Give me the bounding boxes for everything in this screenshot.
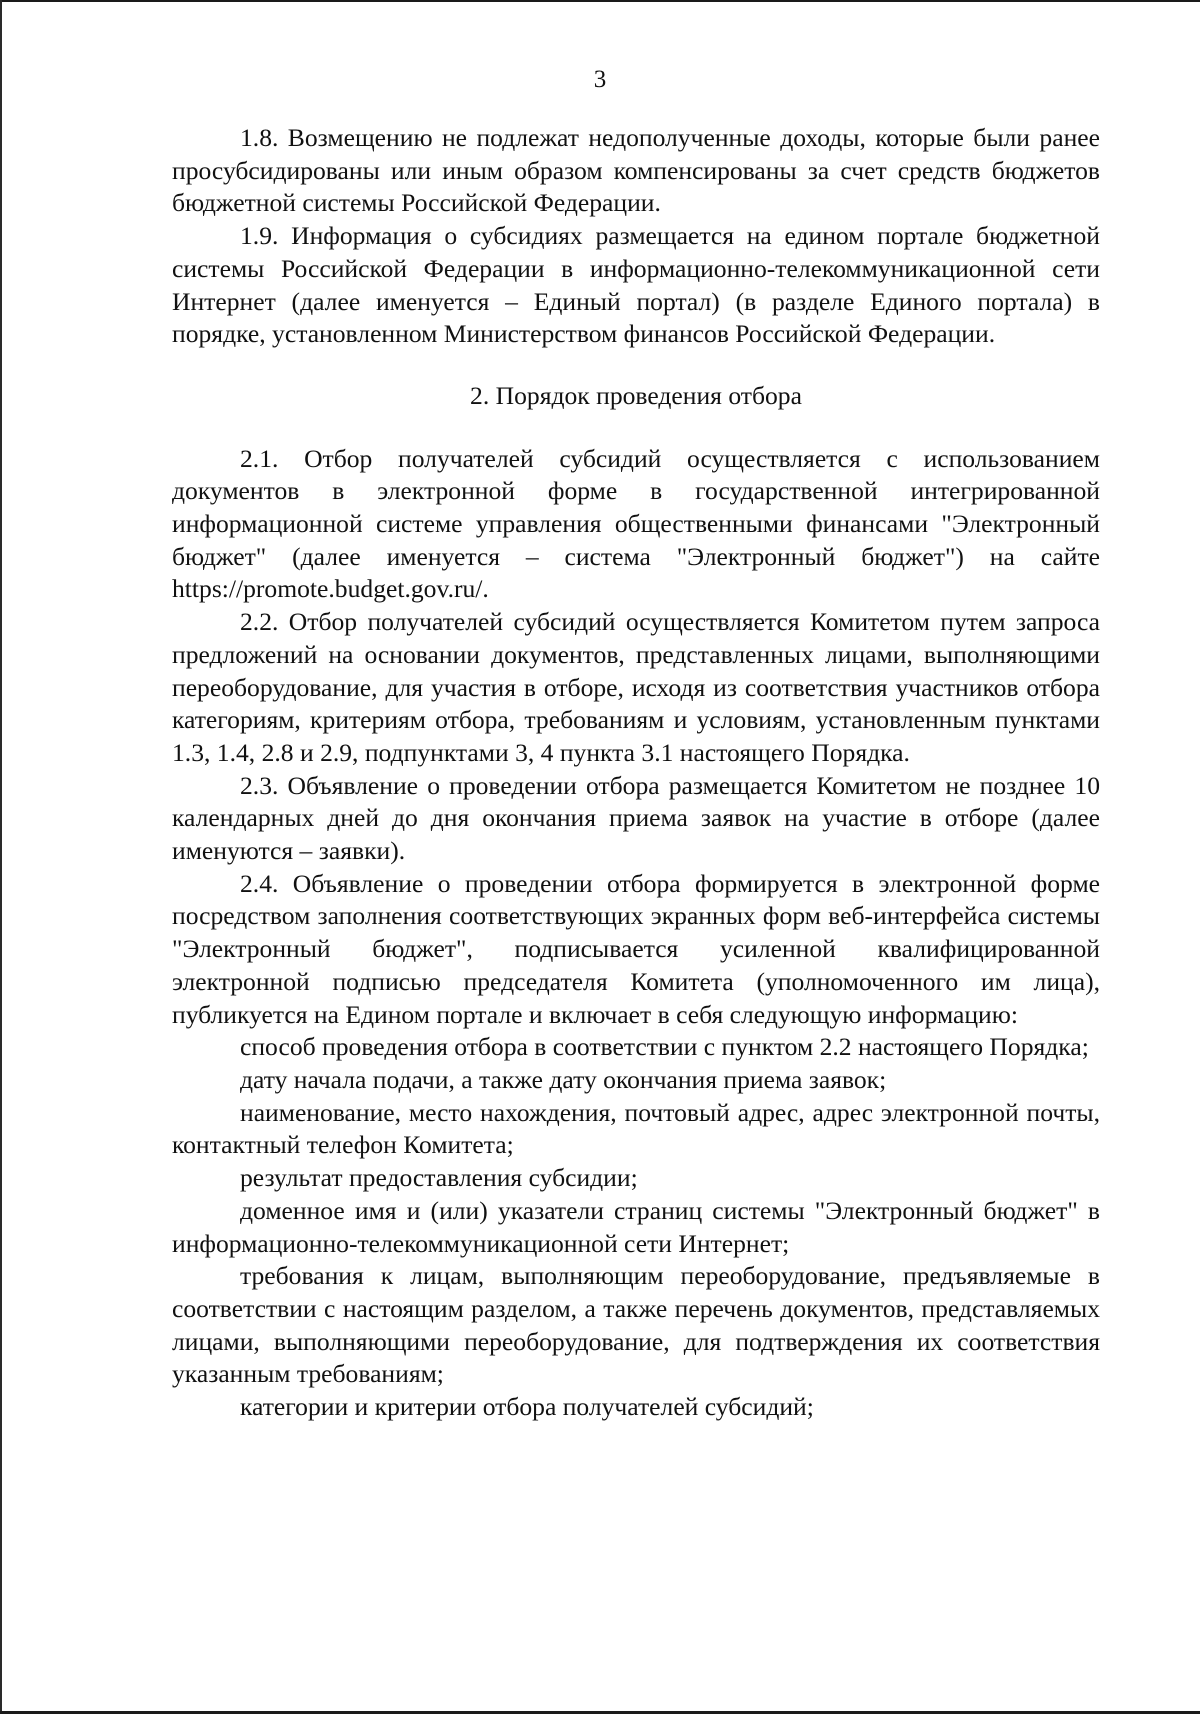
document-body bbox=[172, 122, 1100, 1424]
page-number: 3 bbox=[593, 66, 607, 93]
list-item: категории и критерии отбора получателей субсидий; bbox=[240, 1392, 814, 1422]
paragraph-1-8: 1.8. Возмещению не подлежат недополученные доходы, которые были ранее просубсидированы или иным образом компенсированы за счет средств бюджетов бюджетной системы Российской Федерации. bbox=[172, 123, 1100, 218]
paragraph-2-1: 2.1. Отбор получателей субсидий осуществляется с использованием документов в электронной форме в государственной интегрированной информационной системе управления общественными финансами "Электронный бюджет" (далее именуется – система "Электронный бюджет") на сайте https://promote.budget.gov.ru/. bbox=[172, 443, 1100, 604]
list-item: требования к лицам, выполняющим переоборудование, предъявляемые в соответствии с настоящим разделом, а также перечень документов, представляемых лицами, выполняющими переоборудование, для подтверждения их соответствия указанным требованиям; bbox=[172, 1261, 1100, 1389]
list-item: способ проведения отбора в соответствии с пунктом 2.2 настоящего Порядка; bbox=[240, 1032, 1089, 1062]
list-item: результат предоставления субсидии; bbox=[240, 1163, 638, 1193]
paragraph-2-3: 2.3. Объявление о проведении отбора размещается Комитетом не позднее 10 календарных дней до дня окончания приема заявок на участие в отборе (далее именуются – заявки). bbox=[172, 770, 1100, 866]
paragraph-2-2: 2.2. Отбор получателей субсидий осуществляется Комитетом путем запроса предложений на основании документов, представленных лицами, выполняющими переоборудование, для участия в отборе, исходя из соответствия участников отбора категориям, критериям отбора, требованиям и условиям, установленным пунктами 1.3, 1.4, 2.8 и 2.9, подпунктами 3, 4 пункта 3.1 настоящего Порядка. bbox=[172, 607, 1100, 767]
list-item: наименование, место нахождения, почтовый адрес, адрес электронной почты, контактный телефон Комитета; bbox=[172, 1097, 1100, 1160]
section-heading: 2. Порядок проведения отбора bbox=[470, 380, 802, 410]
paragraph-1-9: 1.9. Информация о субсидиях размещается на едином портале бюджетной системы Российской Федерации в информационно-телекоммуникационной сети Интернет (далее именуется – Единый портал) (в разделе Единого портала) в порядке, установленном Министерством финансов Российской Федерации. bbox=[172, 221, 1100, 349]
list-item: доменное имя и (или) указатели страниц системы "Электронный бюджет" в информационно-телекоммуникационной сети Интернет; bbox=[172, 1195, 1100, 1258]
scan-border-top bbox=[0, 0, 1200, 2]
scan-border-left bbox=[0, 0, 2, 1714]
list-item: дату начала подачи, а также дату окончания приема заявок; bbox=[240, 1064, 887, 1094]
paragraph-2-4: 2.4. Объявление о проведении отбора формируется в электронной форме посредством заполнения соответствующих экранных форм веб-интерфейса системы "Электронный бюджет", подписывается усиленной квалифицированной электронной подписью председателя Комитета (уполномоченного им лица), публикуется на Едином портале и включает в себя следующую информацию: bbox=[172, 868, 1100, 1029]
